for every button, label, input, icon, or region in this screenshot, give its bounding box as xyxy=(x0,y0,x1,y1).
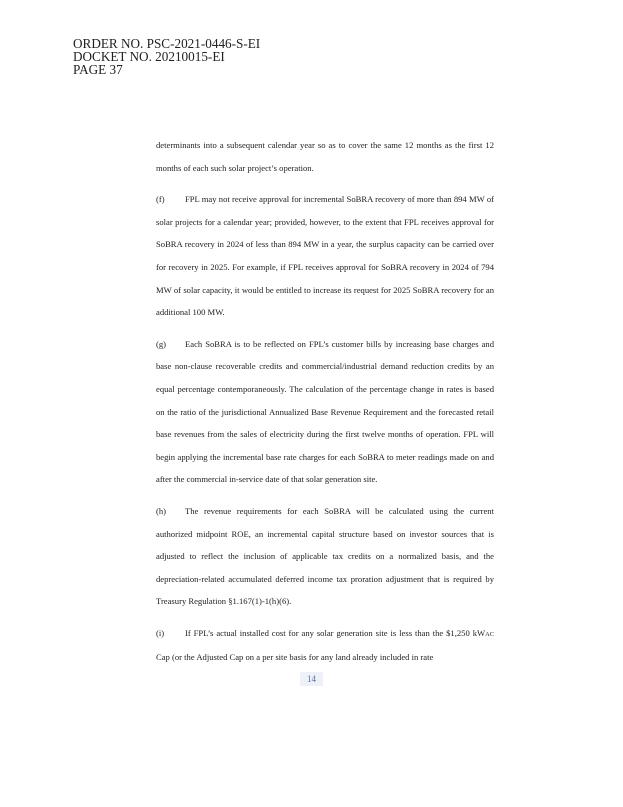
paragraph-text: FPL may not receive approval for incremental SoBRA recovery of more than 894 MW of solar projects for a calendar year; provided, however, to the extent that FPL receives approval for SoBRA recovery in 2024 of less than 894 MW in a year, the surplus capacity can be carried over for recovery in 2025. For example, if FPL receives approval for SoBRA recovery in 2024 of 794 MW of solar capacity, it would be entitled to increase its request for 2025 SoBRA recovery for an additional 100 MW. xyxy=(156,194,494,318)
page-number: 14 xyxy=(300,672,323,686)
unit-kw: kW xyxy=(472,627,486,638)
order-number: ORDER NO. PSC-2021-0446-S-EI xyxy=(73,36,261,51)
paragraph-g xyxy=(156,333,494,491)
unit-ac-subscript: AC xyxy=(485,630,494,638)
paragraph-continuation xyxy=(156,134,494,179)
order-body xyxy=(156,134,494,669)
paragraph-label: (h) xyxy=(156,505,167,516)
order-header xyxy=(73,37,260,76)
paragraph-text: Each SoBRA is to be reflected on FPL’s customer bills by increasing base charges and base non-clause recoverable credits and commercial/industrial demand reduction credits by an equal percentage contemporaneously. The calculation of the percentage change in rates is based on the ratio of the jurisdictional Annualized Base Revenue Requirement and the forecasted retail base revenues from the sales of electricity during the first twelve months of operation. FPL will begin applying the incremental base rate charges for each SoBRA to meter readings made on and after the commercial in-service date of that solar generation site. xyxy=(156,338,494,485)
paragraph-text: determinants into a subsequent calendar year so as to cover the same 12 months as the first 12 months of each such solar project’s operation. xyxy=(156,140,494,173)
paragraph-label: (i) xyxy=(156,627,165,638)
paragraph-text-continued: Cap (or the Adjusted Cap on a per site basis for any land already included in rate xyxy=(156,652,434,663)
paragraph-f xyxy=(156,188,494,324)
paragraph-label: (f) xyxy=(156,194,165,205)
paragraph-text: The revenue requirements for each SoBRA will be calculated using the current authorized midpoint ROE, an incremental capital structure based on investor sources that is adjusted to reflect the inclusion of applicable tax credits on a normalized basis, and the depreciation-related accumulated deferred income tax proration adjustment that is required by Treasury Regulation §1.167(1)-1(h)(6). xyxy=(156,505,494,607)
page-label: PAGE 37 xyxy=(73,62,123,77)
docket-number: DOCKET NO. 20210015-EI xyxy=(73,49,225,64)
paragraph-text: If FPL’s actual installed cost for any solar generation site is less than the $1,250 xyxy=(185,627,470,638)
paragraph-i xyxy=(156,622,494,669)
paragraph-label: (g) xyxy=(156,338,167,349)
paragraph-h xyxy=(156,500,494,613)
